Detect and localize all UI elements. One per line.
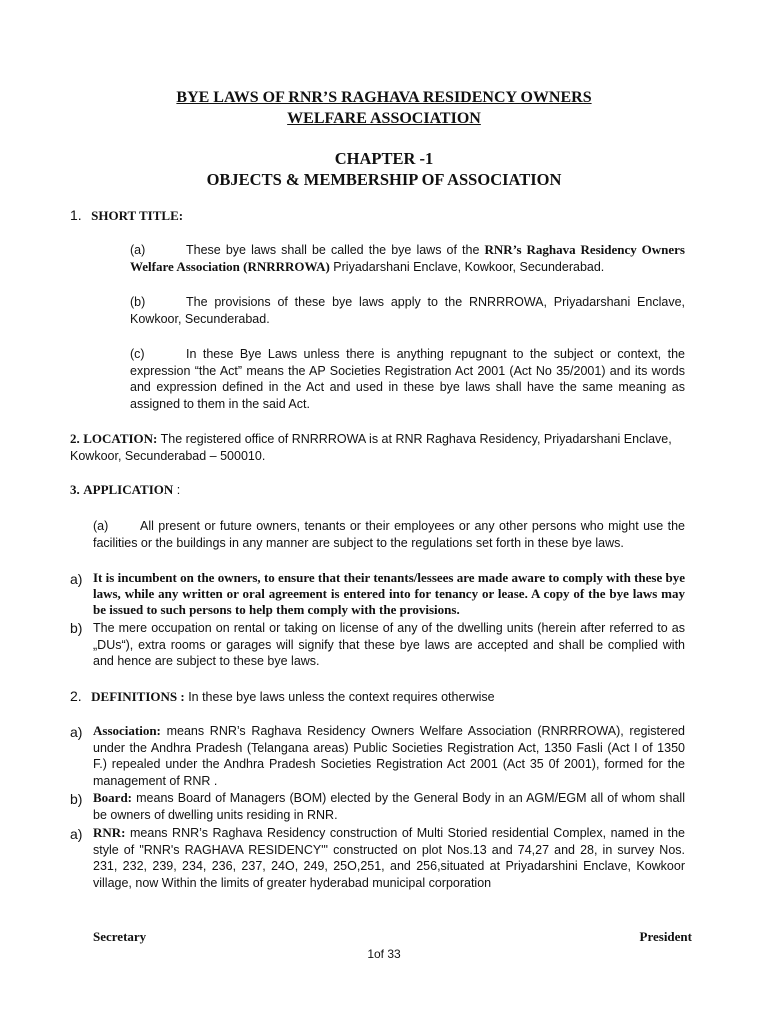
list-marker: a) [70,724,83,740]
section-heading-text: DEFINITIONS : [91,689,185,704]
section-number: 2. [70,431,80,446]
section-heading-text: SHORT TITLE: [91,208,184,223]
section-heading-text: APPLICATION [83,482,174,497]
definition-term: Association: [93,723,161,738]
section-3-heading [70,482,180,499]
footer-secretary: Secretary [93,929,147,944]
clause-1a [130,242,685,275]
list-marker: a) [70,826,83,842]
document-title-line2: WELFARE ASSOCIATION [287,110,481,127]
clause-1b [130,294,685,327]
clause-label: (a) [130,243,146,257]
clause-text: The provisions of these bye laws apply to the RNRRROWA, Priyadarshani Enclave, Kowkoor, Secunderabad. [130,295,685,326]
section-2-location [70,431,688,464]
definition-term: Board: [93,790,132,805]
section-text: The registered office of RNRRROWA is at RNR Raghava Residency, Priyadarshani Enclave, Kowkoor, Secunderabad – 500010. [70,432,672,463]
section-text: In these bye laws unless the context requires otherwise [184,690,495,704]
list-marker: a) [70,571,83,587]
definitions-heading [70,688,495,706]
clause-text-cont: Priyadarshani Enclave, Kowkoor, Secunderabad. [329,259,605,274]
clause-label: (a) [93,519,109,533]
heading-colon: : [173,483,181,497]
definition-text: means Board of Managers (BOM) elected by the General Body in an AGM/EGM all of whom shall be owners of dwelling units residing in RNR. [93,791,685,822]
list-marker: b) [70,791,83,807]
association-name: RNR’s Raghava Residency Owners Welfare Association (RNRRROWA) [130,242,685,274]
definition-rnr [93,825,685,891]
list-item-occupation: The mere occupation on rental or taking on license of any of the dwelling units (herein after referred to as „DUs“), extra rooms or garages will signify that these bye laws are accepted and shall be complied with and hence are subject to these bye laws. [93,621,685,668]
clause-text: All present or future owners, tenants or their employees or any other persons who might use the facilities or the buildings in any manner are subject to the regulations set forth in these bye laws. [93,519,685,550]
footer-president: President [639,929,692,944]
clause-1c [130,346,685,412]
list-item-owners-obligation: It is incumbent on the owners, to ensure that their tenants/lessees are made aware to comply with these bye laws, while any written or oral agreement is entered into for tenancy or lease. A copy of the bye laws may be issued to such persons to help them comply with the provisions. [93,570,685,617]
clause-label: (c) [130,347,145,361]
definition-text: means RNR’s Raghava Residency construction of Multi Storied residential Complex, named in the style of "RNR's RAGHAVA RESIDENCY"' constructed on plot Nos.13 and 74,27 and 28, in survey Nos. 231, 232, 239, 234, 236, 237, 24O, 249, 25O,251, and 256,situated at Priyadarshini Enclave, Kowkoor village, now Within the limits of greater hyderabad municipal corporation [93,826,685,890]
clause-text: These bye laws shall be called the bye laws of the [186,243,485,257]
clause-label: (b) [130,295,146,309]
section-1-heading [70,207,183,225]
chapter-number: CHAPTER -1 [334,149,434,168]
section-number: 1. [70,207,82,223]
definition-term: RNR: [93,825,126,840]
page-number: 1of 33 [367,947,401,961]
section-number: 2. [70,688,82,704]
definition-board [93,790,685,823]
list-marker: b) [70,620,83,636]
section-heading-text: LOCATION: [83,431,158,446]
clause-text: In these Bye Laws unless there is anything repugnant to the subject or context, the expression “the Act” means the AP Societies Registration Act 2001 (Act No 35/2001) and its words and expression defined in the Act and used in these bye laws shall have the same meaning as assigned to them in the said Act. [130,347,685,411]
chapter-title: OBJECTS & MEMBERSHIP OF ASSOCIATION [206,170,562,189]
document-title-line1: BYE LAWS OF RNR’S RAGHAVA RESIDENCY OWNERS [176,89,592,106]
definition-association [93,723,685,789]
section-number: 3. [70,482,80,497]
clause-3a [93,518,685,551]
definition-text: means RNR’s Raghava Residency Owners Welfare Association (RNRRROWA), registered under the Andhra Pradesh (Telangana areas) Public Societies Registration Act, 1350 Fasli (Act I of 1350 F.) repealed under the Andhra Pradesh Societies Registration Act 2001 (Act 35 0f 2001), formed for the management of RNR . [93,724,685,788]
